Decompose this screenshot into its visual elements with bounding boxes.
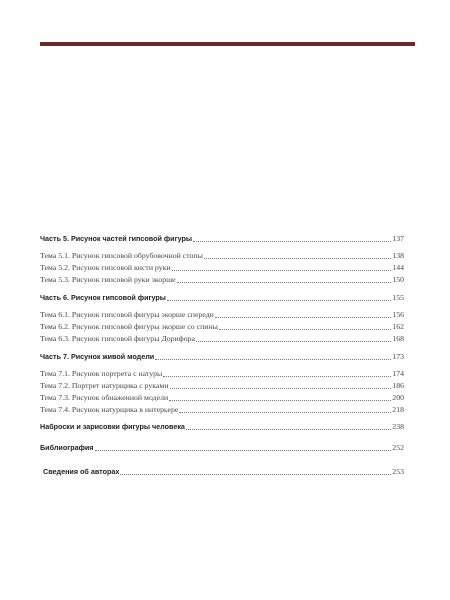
toc-topic-5-2[interactable]	[40, 261, 404, 273]
toc-topic-title: Тема 7.1. Рисунок портрета с натуры	[40, 369, 163, 378]
toc-page-number: 162	[392, 322, 404, 331]
toc-authors[interactable]	[40, 465, 404, 477]
toc-topic-7-1[interactable]	[40, 367, 404, 379]
toc-topic-6-3[interactable]	[40, 332, 404, 344]
toc-page-number: 186	[392, 381, 404, 390]
dot-leader	[120, 474, 391, 475]
toc-page-number: 144	[392, 263, 404, 272]
dot-leader	[170, 388, 392, 389]
toc-page-number: 238	[392, 422, 404, 431]
toc-topic-5-1[interactable]	[40, 249, 404, 261]
toc-bibliography[interactable]	[40, 441, 404, 453]
toc-page-number: 156	[392, 310, 404, 319]
toc-part-title: Часть 5. Рисунок частей гипсовой фигуры	[40, 234, 193, 243]
dot-leader	[219, 329, 391, 330]
toc-part-5[interactable]	[40, 232, 404, 244]
dot-leader	[196, 341, 391, 342]
dot-leader	[163, 376, 391, 377]
toc-page-number: 173	[392, 352, 404, 361]
dot-leader	[215, 317, 391, 318]
dot-leader	[172, 270, 392, 271]
dot-leader	[95, 450, 392, 451]
dot-leader	[177, 282, 392, 283]
dot-leader	[186, 429, 391, 430]
toc-topic-title: Тема 6.1. Рисунок гипсовой фигуры экорше спереди	[40, 310, 214, 319]
toc-topic-title: Тема 6.2. Рисунок гипсовой фигуры экорше со спины	[40, 322, 218, 331]
toc-part-title: Часть 7. Рисунок живой модели	[40, 352, 155, 361]
toc-topic-6-1[interactable]	[40, 308, 404, 320]
toc-topic-title: Тема 7.3. Рисунок обнаженной модели	[40, 393, 169, 402]
toc-part-title: Часть 6. Рисунок гипсовой фигуры	[40, 293, 166, 302]
toc-page-number: 168	[392, 334, 404, 343]
toc-topic-6-2[interactable]	[40, 320, 404, 332]
toc-topic-7-3[interactable]	[40, 391, 404, 403]
toc-page-number: 155	[392, 293, 404, 302]
dot-leader	[169, 400, 391, 401]
toc-part-title: Библиография	[40, 443, 94, 452]
toc-part-title: Сведения об авторах	[43, 467, 120, 476]
dot-leader	[204, 258, 391, 259]
toc-page-number: 150	[392, 275, 404, 284]
dot-leader	[155, 359, 391, 360]
toc-part-6[interactable]	[40, 291, 404, 303]
toc-topic-title: Тема 5.3. Рисунок гипсовой руки экорше	[40, 275, 176, 284]
toc-topic-7-2[interactable]	[40, 379, 404, 391]
toc-page-number: 174	[392, 369, 404, 378]
toc-sketches[interactable]	[40, 420, 404, 432]
toc-page-number: 137	[392, 234, 404, 243]
toc-page-number: 200	[392, 393, 404, 402]
toc-topic-7-4[interactable]	[40, 403, 404, 415]
toc-page-number: 138	[392, 251, 404, 260]
toc-topic-5-3[interactable]	[40, 273, 404, 285]
top-rule	[40, 42, 415, 46]
toc-part-7[interactable]	[40, 350, 404, 362]
toc-part-title: Наброски и зарисовки фигуры человека	[40, 422, 185, 431]
toc-topic-title: Тема 7.2. Портрет натурщика с руками	[40, 381, 169, 390]
toc-topic-title: Тема 7.4. Рисунок натурщика в интерьере	[40, 405, 179, 414]
dot-leader	[193, 241, 391, 242]
toc-page-number: 252	[392, 443, 404, 452]
toc-page-number: 253	[392, 467, 404, 476]
dot-leader	[167, 300, 391, 301]
dot-leader	[179, 412, 391, 413]
toc-page-number: 218	[392, 405, 404, 414]
toc-topic-title: Тема 5.1. Рисунок гипсовой обрубовочной стопы	[40, 251, 203, 260]
toc-topic-title: Тема 5.2. Рисунок гипсовой кисти руки	[40, 263, 171, 272]
toc-topic-title: Тема 6.3. Рисунок гипсовой фигуры Дорифора	[40, 334, 195, 343]
